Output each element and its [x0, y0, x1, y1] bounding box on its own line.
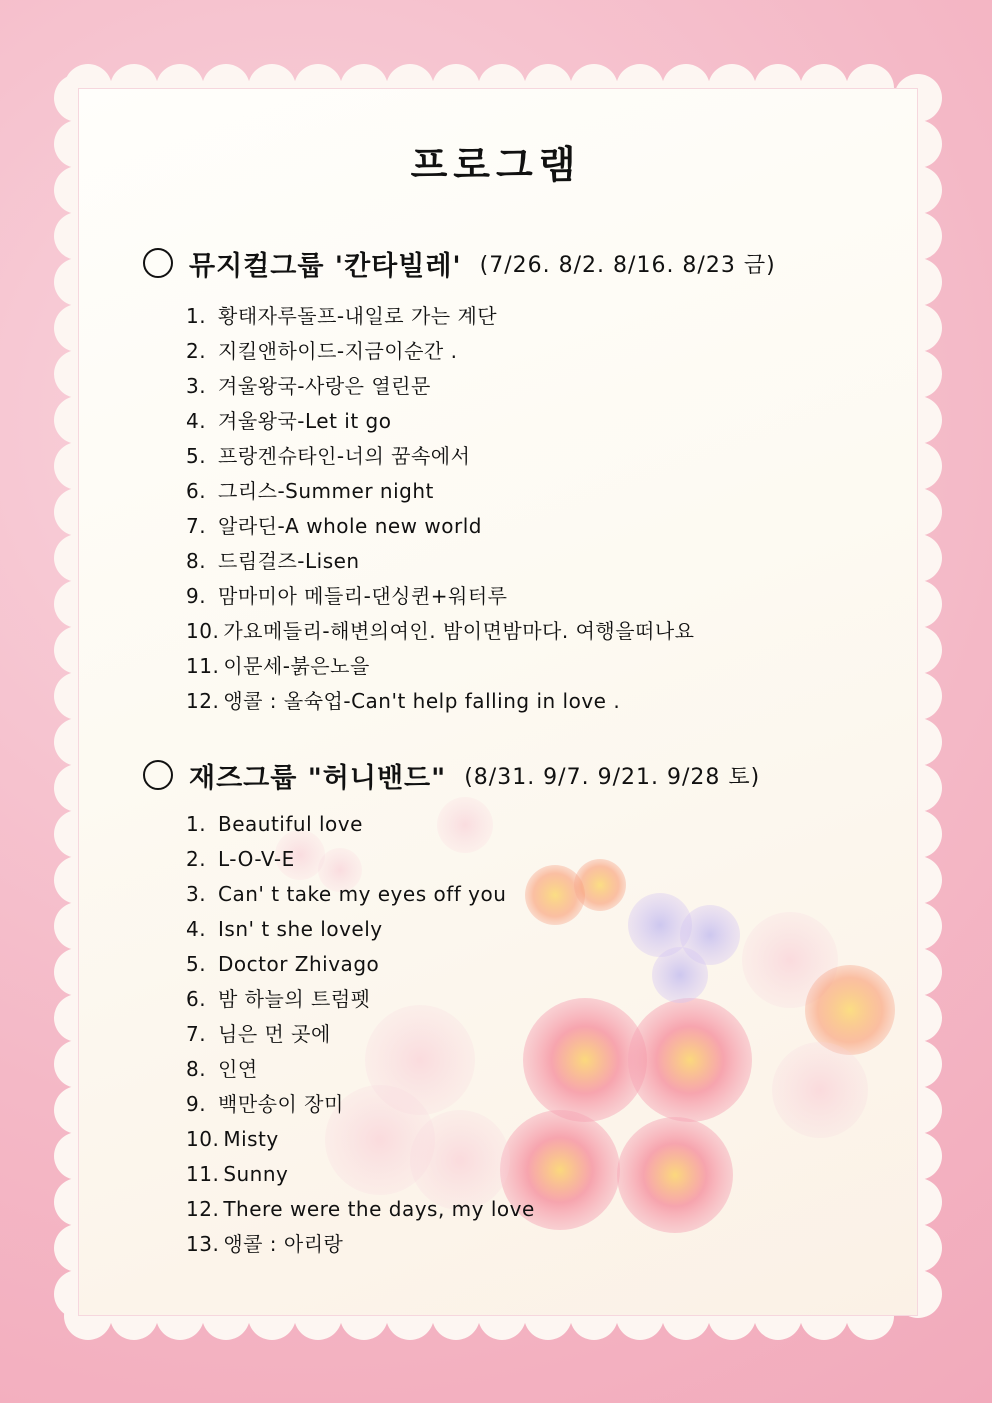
item-text: Isn' t she lovely	[218, 917, 383, 941]
section-heading-jazz	[143, 755, 760, 795]
item-text: 알라딘-A whole new world	[218, 514, 482, 538]
item-number: 7.	[186, 514, 207, 538]
list-item	[186, 1052, 535, 1087]
list-item	[186, 579, 695, 614]
list-item	[186, 842, 535, 877]
item-text: 가요메들리-해변의여인. 밤이면밤마다. 여행을떠나요	[223, 619, 695, 643]
item-number: 2.	[186, 847, 207, 871]
item-text: 이문세-붉은노을	[223, 654, 370, 678]
item-text: 겨울왕국-사랑은 열린문	[218, 374, 431, 398]
item-number: 12.	[186, 689, 220, 713]
item-number: 4.	[186, 409, 207, 433]
list-item	[186, 1017, 535, 1052]
item-text: Doctor Zhivago	[218, 952, 380, 976]
item-text: 겨울왕국-Let it go	[218, 409, 392, 433]
item-number: 4.	[186, 917, 207, 941]
list-item	[186, 1157, 535, 1192]
item-text: 밤 하늘의 트럼펫	[218, 987, 371, 1011]
item-number: 5.	[186, 444, 207, 468]
list-item	[186, 509, 695, 544]
item-text: There were the days, my love	[223, 1197, 535, 1221]
item-number: 7.	[186, 1022, 207, 1046]
item-number: 8.	[186, 549, 207, 573]
item-text: 백만송이 장미	[218, 1092, 344, 1116]
section-name: 뮤지컬그룹 '칸타빌레'	[189, 250, 462, 282]
item-number: 10.	[186, 619, 220, 643]
section-name: 재즈그룹 "허니밴드"	[189, 762, 447, 794]
item-text: 님은 먼 곳에	[218, 1022, 331, 1046]
list-item	[186, 947, 535, 982]
list-item	[186, 404, 695, 439]
circle-bullet-icon	[143, 760, 173, 790]
item-number: 5.	[186, 952, 207, 976]
item-text: 그리스-Summer night	[218, 479, 434, 503]
item-text: Beautiful love	[218, 812, 363, 836]
page-title: 프로그램	[410, 143, 582, 187]
list-item	[186, 299, 695, 334]
item-number: 2.	[186, 339, 207, 363]
item-number: 3.	[186, 374, 207, 398]
list-item	[186, 334, 695, 369]
section-dates: (7/26. 8/2. 8/16. 8/23 금)	[479, 252, 776, 278]
item-number: 9.	[186, 1092, 207, 1116]
list-item	[186, 1192, 535, 1227]
item-text: Misty	[223, 1127, 279, 1151]
item-text: 황태자루돌프-내일로 가는 계단	[218, 304, 498, 328]
item-text: 드림걸즈-Lisen	[218, 549, 360, 573]
program-list-jazz	[186, 807, 535, 1262]
item-number: 9.	[186, 584, 207, 608]
item-text: 앵콜 : 아리랑	[223, 1232, 344, 1256]
item-text: 프랑겐슈타인-너의 꿈속에서	[218, 444, 471, 468]
item-number: 12.	[186, 1197, 220, 1221]
list-item	[186, 369, 695, 404]
item-number: 6.	[186, 987, 207, 1011]
list-item	[186, 544, 695, 579]
item-text: Sunny	[223, 1162, 289, 1186]
section-dates: (8/31. 9/7. 9/21. 9/28 토)	[464, 764, 761, 790]
list-item	[186, 614, 695, 649]
item-number: 11.	[186, 1162, 220, 1186]
list-item	[186, 877, 535, 912]
list-item	[186, 807, 535, 842]
item-number: 6.	[186, 479, 207, 503]
list-item	[186, 439, 695, 474]
list-item	[186, 1087, 535, 1122]
item-text: 인연	[218, 1057, 258, 1081]
item-text: L-O-V-E	[218, 847, 295, 871]
list-item	[186, 1122, 535, 1157]
item-number: 1.	[186, 304, 207, 328]
item-number: 8.	[186, 1057, 207, 1081]
list-item	[186, 982, 535, 1017]
circle-bullet-icon	[143, 248, 173, 278]
program-list-musical	[186, 299, 695, 719]
list-item	[186, 649, 695, 684]
item-number: 10.	[186, 1127, 220, 1151]
item-text: 앵콜 : 올슉업-Can't help falling in love .	[223, 689, 621, 713]
section-heading-musical	[143, 243, 776, 283]
item-text: 맘마미아 메들리-댄싱퀸+워터루	[218, 584, 508, 608]
list-item	[186, 474, 695, 509]
item-number: 1.	[186, 812, 207, 836]
item-text: Can' t take my eyes off you	[218, 882, 507, 906]
list-item	[186, 1227, 535, 1262]
item-text: 지킬앤하이드-지금이순간 .	[218, 339, 458, 363]
item-number: 11.	[186, 654, 220, 678]
list-item	[186, 912, 535, 947]
list-item	[186, 684, 695, 719]
item-number: 13.	[186, 1232, 220, 1256]
item-number: 3.	[186, 882, 207, 906]
